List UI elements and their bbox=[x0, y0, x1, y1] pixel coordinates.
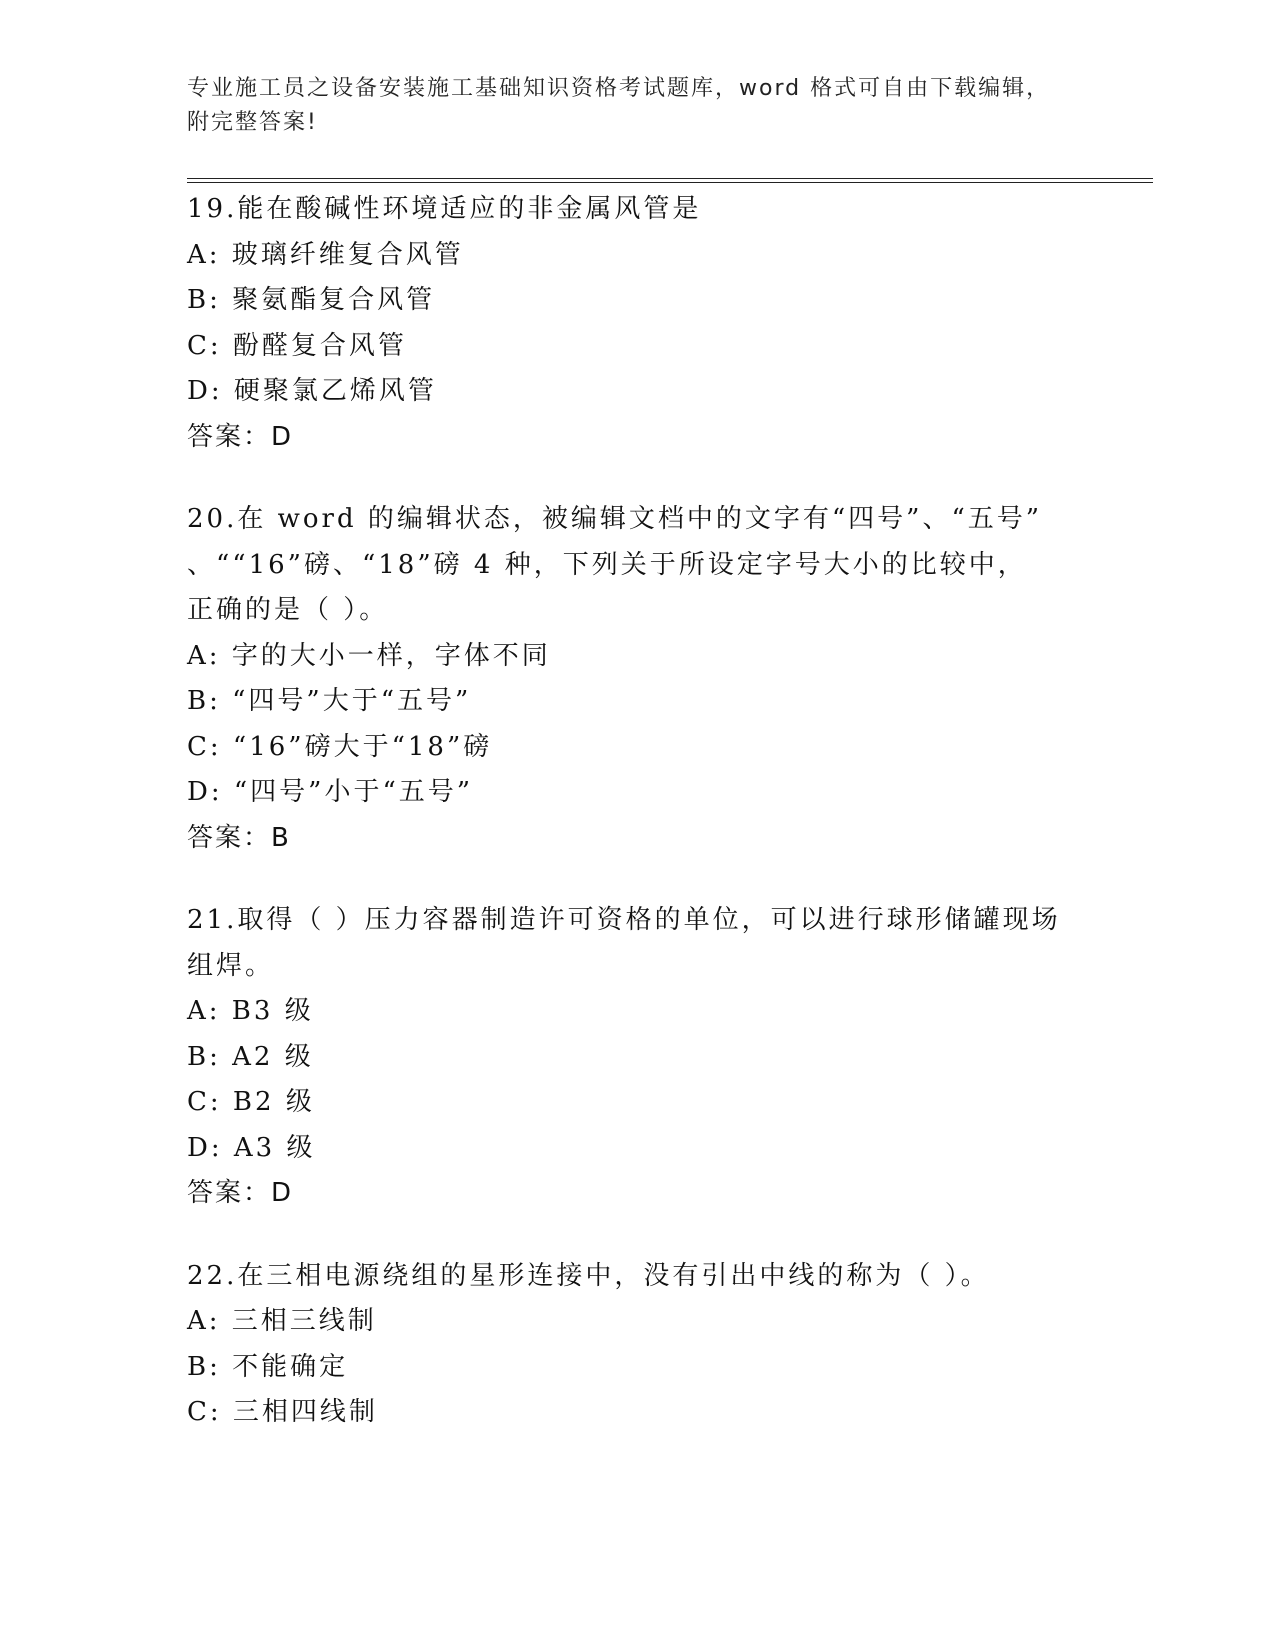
question-stem-line-2: 、““16”磅、“18”磅 4 种，下列关于所设定字号大小的比较中， bbox=[187, 549, 1027, 580]
header-title-line-1: 专业施工员之设备安装施工基础知识资格考试题库，word 格式可自由下载编辑， bbox=[187, 76, 1051, 101]
header-title-line-2: 附完整答案! bbox=[187, 110, 318, 135]
option-b: B: “四号”大于“五号” bbox=[187, 686, 472, 716]
answer: 答案：B bbox=[187, 822, 291, 853]
option-a: A: 字的大小一样，字体不同 bbox=[187, 640, 551, 671]
question-stem-line-2: 组焊。 bbox=[187, 950, 275, 981]
question-stem: 22.在三相电源绕组的星形连接中，没有引出中线的称为（ ）。 bbox=[187, 1260, 990, 1291]
option-a: A: 玻璃纤维复合风管 bbox=[187, 239, 464, 270]
option-d: D: “四号”小于“五号” bbox=[187, 777, 474, 807]
option-c: C: “16”磅大于“18”磅 bbox=[187, 731, 493, 762]
document-header bbox=[187, 72, 1087, 140]
question-stem-line-1: 20.在 word 的编辑状态，被编辑文档中的文字有“四号”、“五号” bbox=[187, 504, 1043, 534]
question-list bbox=[187, 187, 1087, 1473]
option-b: B: 不能确定 bbox=[187, 1351, 349, 1382]
question-stem-line-1: 21.取得（ ）压力容器制造许可资格的单位，可以进行球形储罐现场 bbox=[187, 905, 1061, 935]
question-stem-line-3: 正确的是（ ）。 bbox=[187, 595, 389, 625]
option-d: D: A3 级 bbox=[187, 1132, 316, 1163]
header-divider-bottom bbox=[187, 182, 1153, 183]
option-d: D: 硬聚氯乙烯风管 bbox=[187, 376, 437, 406]
option-b: B: A2 级 bbox=[187, 1041, 314, 1072]
option-b: B: 聚氨酯复合风管 bbox=[187, 285, 436, 315]
option-c: C: B2 级 bbox=[187, 1087, 315, 1117]
answer: 答案：D bbox=[187, 1178, 294, 1208]
question-20 bbox=[187, 497, 1087, 861]
answer: 答案：D bbox=[187, 421, 294, 452]
option-a: A: B3 级 bbox=[187, 996, 314, 1026]
option-c: C: 三相四线制 bbox=[187, 1397, 378, 1427]
question-19 bbox=[187, 187, 1087, 460]
question-stem: 19.能在酸碱性环境适应的非金属风管是 bbox=[187, 194, 702, 224]
question-22 bbox=[187, 1254, 1087, 1436]
option-c: C: 酚醛复合风管 bbox=[187, 330, 407, 361]
question-21 bbox=[187, 898, 1087, 1217]
option-a: A: 三相三线制 bbox=[187, 1306, 377, 1336]
header-divider-top bbox=[187, 178, 1153, 179]
